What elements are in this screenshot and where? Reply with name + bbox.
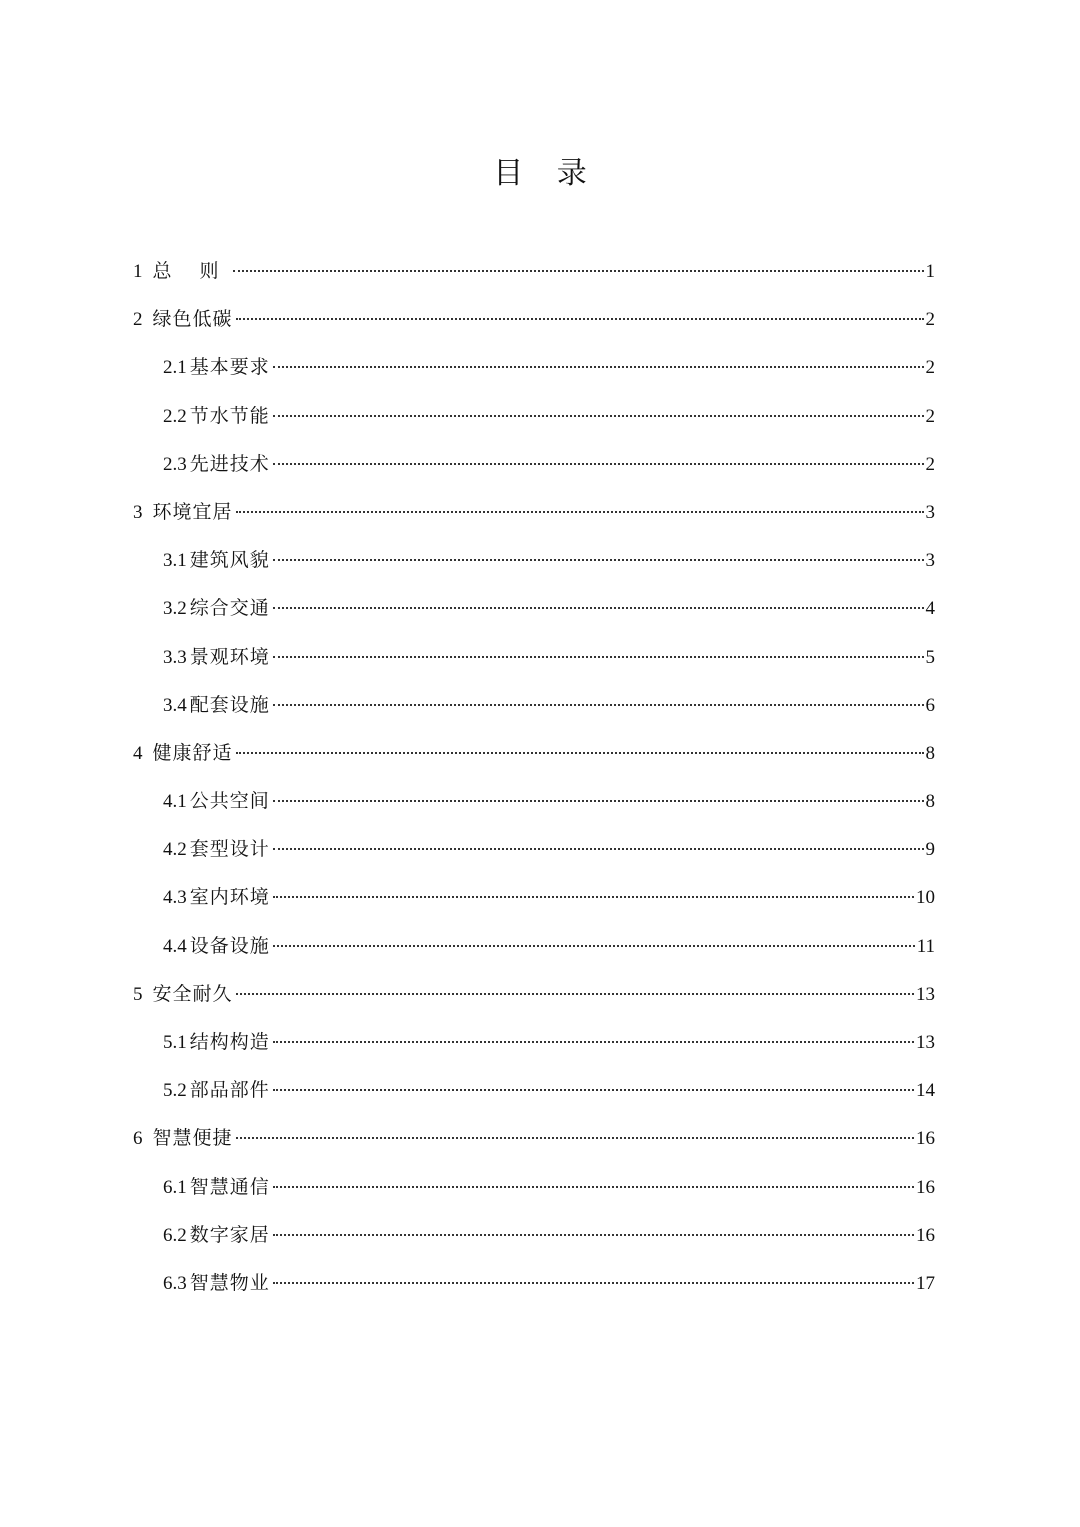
toc-chapter-entry[interactable] — [133, 970, 935, 1018]
toc-page-number: 9 — [925, 839, 935, 861]
toc-entry-title: 智慧便捷 — [152, 1127, 233, 1150]
toc-entry-title: 环境宜居 — [152, 500, 233, 523]
toc-page-number: 14 — [916, 1080, 935, 1102]
toc-page-number: 13 — [916, 1032, 935, 1053]
toc-entry-title: 总 则 — [152, 260, 230, 282]
toc-section-entry[interactable] — [133, 633, 935, 681]
toc-dot-leader — [273, 944, 915, 947]
toc-section-entry[interactable] — [133, 825, 935, 873]
toc-entry-number: 2.1 — [163, 357, 187, 379]
toc-entry-title: 套型设计 — [189, 838, 270, 861]
toc-dot-leader — [273, 847, 924, 850]
toc-entry-title: 结构构造 — [189, 1031, 270, 1053]
toc-dot-leader — [236, 751, 924, 754]
toc-dot-leader — [236, 317, 924, 320]
toc-page-number: 5 — [925, 646, 935, 668]
toc-section-entry[interactable] — [133, 1163, 935, 1211]
toc-dot-leader — [273, 799, 924, 802]
toc-page-number: 2 — [925, 405, 935, 427]
toc-dot-leader — [273, 1088, 914, 1091]
toc-dot-leader — [236, 510, 924, 513]
toc-page-number: 13 — [916, 983, 935, 1005]
toc-entry-number: 4.3 — [163, 887, 187, 909]
toc-dot-leader — [273, 1233, 914, 1236]
toc-page-number: 16 — [916, 1128, 935, 1150]
toc-section-entry[interactable] — [133, 777, 935, 825]
toc-entry-title: 基本要求 — [189, 356, 270, 379]
toc-section-entry[interactable] — [133, 681, 935, 729]
toc-section-entry[interactable] — [133, 1259, 935, 1307]
toc-dot-leader — [236, 992, 914, 995]
toc-dot-leader — [273, 558, 924, 561]
toc-entry-title: 综合交通 — [189, 597, 270, 620]
toc-dot-leader — [273, 655, 924, 658]
toc-page-number: 2 — [925, 309, 935, 331]
toc-dot-leader — [233, 269, 924, 272]
toc-entry-number: 3.4 — [163, 694, 187, 716]
toc-entry-number: 3.3 — [163, 646, 187, 668]
toc-page-number: 2 — [925, 453, 935, 475]
toc-page-number: 16 — [916, 1224, 935, 1246]
toc-section-entry[interactable] — [133, 873, 935, 921]
toc-entry-number: 5.2 — [163, 1080, 187, 1102]
toc-entry-number: 3.2 — [163, 598, 187, 620]
toc-entry-number: 6.1 — [163, 1176, 187, 1198]
toc-entry-number: 4.2 — [163, 839, 187, 861]
toc-entry-number: 3 — [133, 501, 143, 523]
toc-page-number: 8 — [925, 742, 935, 764]
page-title: 目 录 — [493, 156, 599, 191]
toc-dot-leader — [273, 1040, 914, 1043]
toc-entry-title: 智慧通信 — [189, 1175, 270, 1198]
toc-entry-title: 部品部件 — [189, 1079, 270, 1102]
toc-entry-title: 先进技术 — [189, 452, 270, 475]
toc-entry-number: 4.1 — [163, 791, 187, 813]
toc-entry-title: 节水节能 — [189, 404, 270, 427]
toc-page-number: 17 — [916, 1272, 935, 1294]
toc-entry-title: 绿色低碳 — [152, 308, 233, 331]
table-of-contents — [133, 247, 935, 1307]
toc-entry-title: 数字家居 — [189, 1223, 270, 1246]
toc-entry-title: 智慧物业 — [189, 1271, 270, 1294]
toc-dot-leader — [236, 1136, 914, 1139]
toc-entry-number: 1 — [133, 261, 143, 282]
toc-entry-number: 5 — [133, 983, 143, 1005]
toc-chapter-entry[interactable] — [133, 295, 935, 343]
toc-chapter-entry[interactable] — [133, 1114, 935, 1162]
toc-page-number: 3 — [925, 550, 935, 572]
toc-page-number: 1 — [925, 261, 935, 282]
toc-entry-number: 5.1 — [163, 1032, 187, 1053]
toc-dot-leader — [273, 703, 924, 706]
toc-section-entry[interactable] — [133, 584, 935, 632]
toc-page-number: 2 — [925, 357, 935, 379]
toc-page-number: 4 — [925, 598, 935, 620]
toc-section-entry[interactable] — [133, 440, 935, 488]
toc-entry-title: 安全耐久 — [152, 982, 233, 1005]
toc-section-entry[interactable] — [133, 343, 935, 391]
toc-chapter-entry[interactable] — [133, 247, 935, 295]
toc-section-entry[interactable] — [133, 392, 935, 440]
toc-dot-leader — [273, 462, 924, 465]
toc-chapter-entry[interactable] — [133, 488, 935, 536]
toc-entry-number: 4.4 — [163, 935, 187, 957]
toc-chapter-entry[interactable] — [133, 729, 935, 777]
toc-entry-number: 2.3 — [163, 453, 187, 475]
toc-entry-title: 公共空间 — [189, 790, 270, 813]
toc-entry-number: 4 — [133, 742, 143, 764]
toc-entry-number: 6 — [133, 1128, 143, 1150]
toc-entry-number: 2.2 — [163, 405, 187, 427]
toc-page-number: 16 — [916, 1176, 935, 1198]
toc-entry-number: 2 — [133, 309, 143, 331]
toc-section-entry[interactable] — [133, 922, 935, 970]
toc-entry-title: 设备设施 — [189, 934, 270, 957]
toc-dot-leader — [273, 1185, 914, 1188]
toc-dot-leader — [273, 895, 914, 898]
toc-page-number: 3 — [925, 501, 935, 523]
toc-entry-number: 3.1 — [163, 550, 187, 572]
toc-dot-leader — [273, 365, 924, 368]
toc-entry-title: 景观环境 — [189, 645, 270, 668]
toc-page-number: 8 — [925, 791, 935, 813]
toc-section-entry[interactable] — [133, 536, 935, 584]
toc-entry-title: 配套设施 — [189, 693, 270, 716]
toc-section-entry[interactable] — [133, 1211, 935, 1259]
toc-page-number: 11 — [916, 935, 935, 957]
toc-section-entry[interactable] — [133, 1018, 935, 1066]
toc-page-number: 6 — [925, 694, 935, 716]
toc-section-entry[interactable] — [133, 1066, 935, 1114]
toc-entry-title: 室内环境 — [189, 886, 270, 909]
toc-dot-leader — [273, 414, 924, 417]
toc-page-number: 10 — [916, 887, 935, 909]
toc-entry-number: 6.3 — [163, 1272, 187, 1294]
toc-dot-leader — [273, 606, 924, 609]
toc-entry-title: 健康舒适 — [152, 741, 233, 764]
toc-entry-title: 建筑风貌 — [189, 549, 270, 572]
toc-entry-number: 6.2 — [163, 1224, 187, 1246]
toc-dot-leader — [273, 1281, 914, 1284]
